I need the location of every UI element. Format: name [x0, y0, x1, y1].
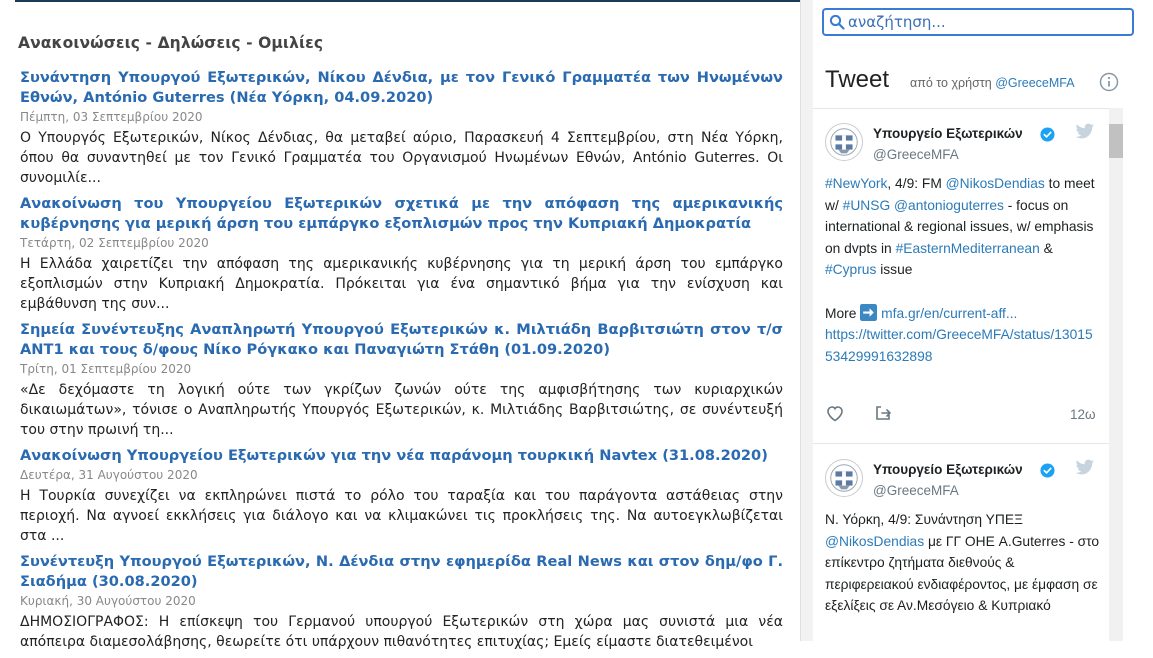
- news-date: Δευτέρα, 31 Αυγούστου 2020: [20, 468, 198, 482]
- search-icon: [829, 14, 845, 30]
- tweet-timestamp[interactable]: 12ω: [1070, 407, 1096, 422]
- tweet-text: [825, 173, 1100, 367]
- tweet-text-segment: - focus on international & regional issues, w/ emphasis on dvpts in: [825, 197, 1094, 256]
- hashtag-link[interactable]: #EasternMediterranean: [895, 240, 1040, 256]
- hashtag-link[interactable]: #Cyprus: [825, 262, 877, 278]
- news-excerpt: Η Τουρκία συνεχίζει να εκπληρώνει πιστά το ρόλο του ταραξία και του παράγοντα αστάθειας στην περιοχή. Να αγνοεί εκκλήσεις για διάλογο και να κλιμακώνει τις προκλήσεις της. Να αυτοεγκλωβίζεται στα ...: [20, 488, 783, 544]
- news-title-link[interactable]: Συνάντηση Υπουργού Εξωτερικών, Νίκου Δένδια, με τον Γενικό Γραμματέα των Ηνωμένων Εθνών, António Guterres (Νέα Υόρκη, 04.09.2020): [20, 69, 783, 106]
- news-title-link[interactable]: Ανακοίνωση του Υπουργείου Εξωτερικών σχετικά με την απόφαση της αμερικανικής κυβέρνησης για μερική άρση του εμπάργκο εξοπλισμών προς την Κυπριακή Δημοκρατία: [20, 195, 783, 232]
- tweet-text-segment: με ΓΓ ΟΗΕ A.Guterres - στο επίκεντρο ζητήματα διεθνούς & περιφερειακού ενδιαφέροντος, με έμφαση σε εξελίξεις σε Αν.Μεσόγειο & Κυπριακό: [825, 533, 1100, 614]
- twitter-bird-icon[interactable]: [1075, 123, 1095, 141]
- news-excerpt: «Δε δεχόμαστε τη λογική ούτε των γκρίζων ζωνών ούτε της αμφισβήτησης των κυριαρχικών δικαιωμάτων», τόνισε ο Αναπληρωτής Υπουργός Εξωτερικών, κ. Μιλτιάδης Βαρβιτσιώτης, σε συνέντευξή του στην πρωινή τη...: [20, 382, 783, 438]
- verified-badge-icon: [1040, 463, 1055, 478]
- tweet-text: [825, 509, 1100, 617]
- more-link[interactable]: mfa.gr/en/current-aff...: [881, 305, 1018, 321]
- tweet-text-segment: &: [1039, 240, 1053, 256]
- twitter-timeline[interactable]: [813, 108, 1123, 641]
- news-date: Πέμπτη, 03 Σεπτεμβρίου 2020: [20, 110, 203, 124]
- top-rule: [15, 0, 800, 2]
- news-title-link[interactable]: Συνέντευξη Υπουργού Εξωτερικών, Ν. Δένδια στην εφημερίδα Real News και στον δημ/φο Γ. Σιαδήμα (30.08.2020): [20, 553, 783, 590]
- twitter-byline: [910, 76, 1075, 90]
- sidebar: [813, 0, 1153, 641]
- tweet-author-name[interactable]: Υπουργείο Εξωτερικών: [873, 462, 1023, 477]
- heart-icon[interactable]: [825, 403, 845, 423]
- news-date: Τετάρτη, 02 Σεπτεμβρίου 2020: [20, 236, 209, 250]
- news-date: Τρίτη, 01 Σεπτεμβρίου 2020: [20, 362, 192, 376]
- news-item: [20, 552, 783, 652]
- news-excerpt: Ο Υπουργός Εξωτερικών, Νίκος Δένδιας, θα μεταβεί αύριο, Παρασκευή 4 Σεπτεμβρίου, στη Νέα Υόρκη, όπου θα συναντηθεί με τον Γενικό Γραμματέα του Οργανισμού Ηνωμένων Εθνών, António Guterres. Οι συνομιλίε...: [20, 130, 783, 186]
- tweet-author-name[interactable]: Υπουργείο Εξωτερικών: [873, 126, 1023, 141]
- tweet: [813, 445, 1109, 645]
- share-icon[interactable]: [873, 403, 893, 423]
- more-label: More: [825, 305, 857, 321]
- avatar[interactable]: [825, 459, 863, 497]
- tweet-text-segment: to meet w/: [825, 176, 1095, 213]
- twitter-bird-icon[interactable]: [1075, 459, 1095, 477]
- tweet-text-segment: issue: [876, 262, 913, 278]
- scrollbar-thumb[interactable]: [1109, 124, 1123, 158]
- search-box[interactable]: [822, 8, 1134, 36]
- hashtag-link[interactable]: #UNSG: [842, 197, 891, 213]
- news-excerpt: ΔΗΜΟΣΙΟΓΡΑΦΟΣ: Η επίσκεψη του Γερμανού υπουργού Εξωτερικών στη χώρα μας συνιστά μια νέα απόπειρα διαμεσολάβησης, θεωρείτε ότι υπάρχουν πιθανότητες επιτυχίας; Εμείς είμαστε διατεθειμένοι: [20, 614, 783, 650]
- verified-badge-icon: [1040, 127, 1055, 142]
- news-item: [20, 320, 783, 440]
- news-list: [20, 68, 783, 658]
- news-item: [20, 446, 783, 546]
- tweet-text-segment: , 4/9: FM: [887, 176, 946, 191]
- mention-link[interactable]: @NikosDendias: [825, 533, 925, 549]
- mention-link[interactable]: @NikosDendias: [945, 176, 1045, 191]
- twitter-title: Tweet: [825, 66, 890, 93]
- news-excerpt: Η Ελλάδα χαιρετίζει την απόφαση της αμερικανικής κυβέρνησης για τη μερική άρση του εμπάργκο εξοπλισμών στην Κυπριακή Δημοκρατία. Πρόκειται για ένα σημαντικό βήμα για την ενίσχυση και εμβάθυνση της συν...: [20, 256, 783, 312]
- hashtag-link[interactable]: #NewYork: [825, 176, 888, 191]
- news-item: [20, 194, 783, 314]
- news-title-link[interactable]: Ανακοίνωση Υπουργείου Εξωτερικών για την νέα παράνομη τουρκική Navtex (31.08.2020): [20, 447, 768, 464]
- twitter-scrollbar[interactable]: [1109, 108, 1123, 641]
- news-date: Κυριακή, 30 Αυγούστου 2020: [20, 594, 196, 608]
- section-title: Ανακοινώσεις - Δηλώσεις - Ομιλίες: [18, 34, 324, 52]
- search-input[interactable]: [848, 12, 1128, 32]
- avatar[interactable]: [825, 123, 863, 161]
- twitter-by-prefix: από το χρήστη: [910, 76, 992, 90]
- mention-link[interactable]: @antonioguterres: [894, 197, 1004, 213]
- tweet-author-handle[interactable]: @GreeceMFA: [873, 147, 959, 162]
- tweet: [813, 109, 1109, 444]
- news-title-link[interactable]: Σημεία Συνέντευξης Αναπληρωτή Υπουργού Εξωτερικών κ. Μιλτιάδη Βαρβιτσιώτη στον τ/σ ΑΝΤ1 και τους δ/φους Νίκο Ρόγκακο και Παναγιώτη Στάθη (01.09.2020): [20, 321, 783, 358]
- arrow-right-icon: [860, 304, 877, 321]
- news-item: [20, 68, 783, 188]
- twitter-byline-handle[interactable]: @GreeceMFA: [995, 76, 1075, 90]
- tweet-author-handle[interactable]: @GreeceMFA: [873, 483, 959, 498]
- tweet-text-segment: Ν. Υόρκη, 4/9: Συνάντηση ΥΠΕΞ: [825, 512, 1024, 527]
- column-divider: [800, 0, 813, 641]
- status-link[interactable]: https://twitter.com/GreeceMFA/status/1301553429991632898: [825, 327, 1093, 364]
- info-icon[interactable]: [1099, 72, 1119, 92]
- twitter-header: [825, 66, 1145, 100]
